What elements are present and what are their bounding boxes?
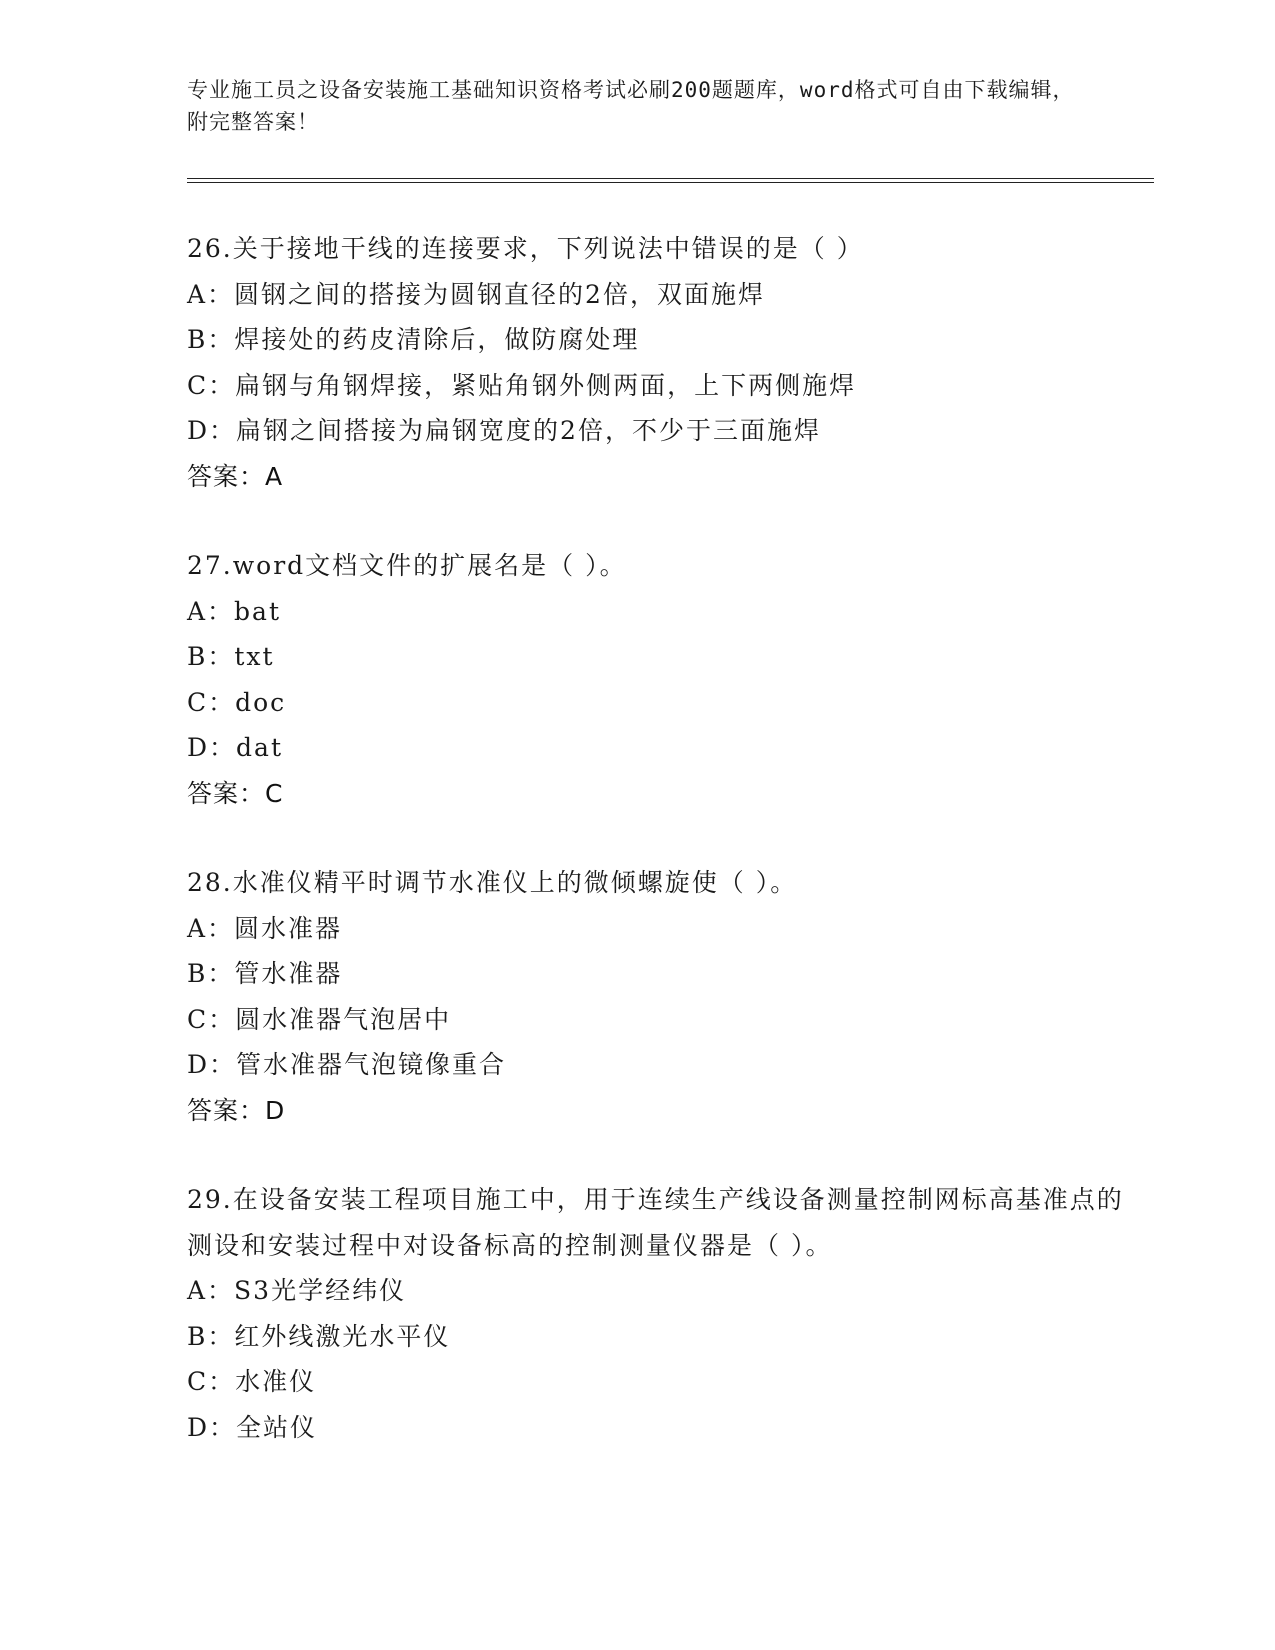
option-b: B：焊接处的药皮清除后，做防腐处理 (187, 325, 640, 354)
header-rule-bottom (187, 182, 1154, 183)
question-stem: 27.word文档文件的扩展名是（ ）。 (187, 551, 627, 580)
option-d: D：扁钢之间搭接为扁钢宽度的2倍，不少于三面施焊 (187, 416, 821, 445)
option-c: C：圆水准器气泡居中 (187, 1004, 452, 1034)
question-26 (187, 226, 1127, 499)
option-d: D：管水准器气泡镜像重合 (187, 1050, 507, 1079)
question-stem: 26.关于接地干线的连接要求，下列说法中错误的是（ ） (187, 234, 864, 263)
answer-label: 答案：A (187, 461, 284, 491)
question-29 (187, 1177, 1127, 1450)
option-b: B：管水准器 (187, 959, 343, 988)
option-d: D：全站仪 (187, 1412, 318, 1442)
question-stem: 29.在设备安装工程项目施工中，用于连续生产线设备测量控制网标高基准点的测设和安装过程中对设备标高的控制测量仪器是（ ）。 (187, 1185, 1124, 1260)
option-a: A：bat (187, 596, 282, 626)
option-a: A：S3光学经纬仪 (187, 1276, 407, 1305)
option-a: A：圆水准器 (187, 913, 343, 943)
option-c: C：水准仪 (187, 1367, 317, 1396)
option-b: B：红外线激光水平仪 (187, 1321, 451, 1351)
option-a: A：圆钢之间的搭接为圆钢直径的2倍，双面施焊 (187, 279, 765, 309)
question-28 (187, 860, 1127, 1133)
question-stem: 28.水准仪精平时调节水准仪上的微倾螺旋使（ ）。 (187, 868, 798, 897)
answer-label: 答案：C (187, 778, 284, 808)
option-c: C：扁钢与角钢焊接，紧贴角钢外侧两面，上下两侧施焊 (187, 370, 857, 400)
question-27 (187, 543, 1127, 816)
option-b: B：txt (187, 642, 275, 671)
header-rule-top (187, 178, 1154, 179)
option-c: C：doc (187, 687, 287, 717)
answer-label: 答案：D (187, 1095, 286, 1125)
option-d: D：dat (187, 733, 283, 762)
document-header: 专业施工员之设备安装施工基础知识资格考试必刷200题题库，word格式可自由下载编辑，附完整答案！ (187, 78, 1075, 134)
